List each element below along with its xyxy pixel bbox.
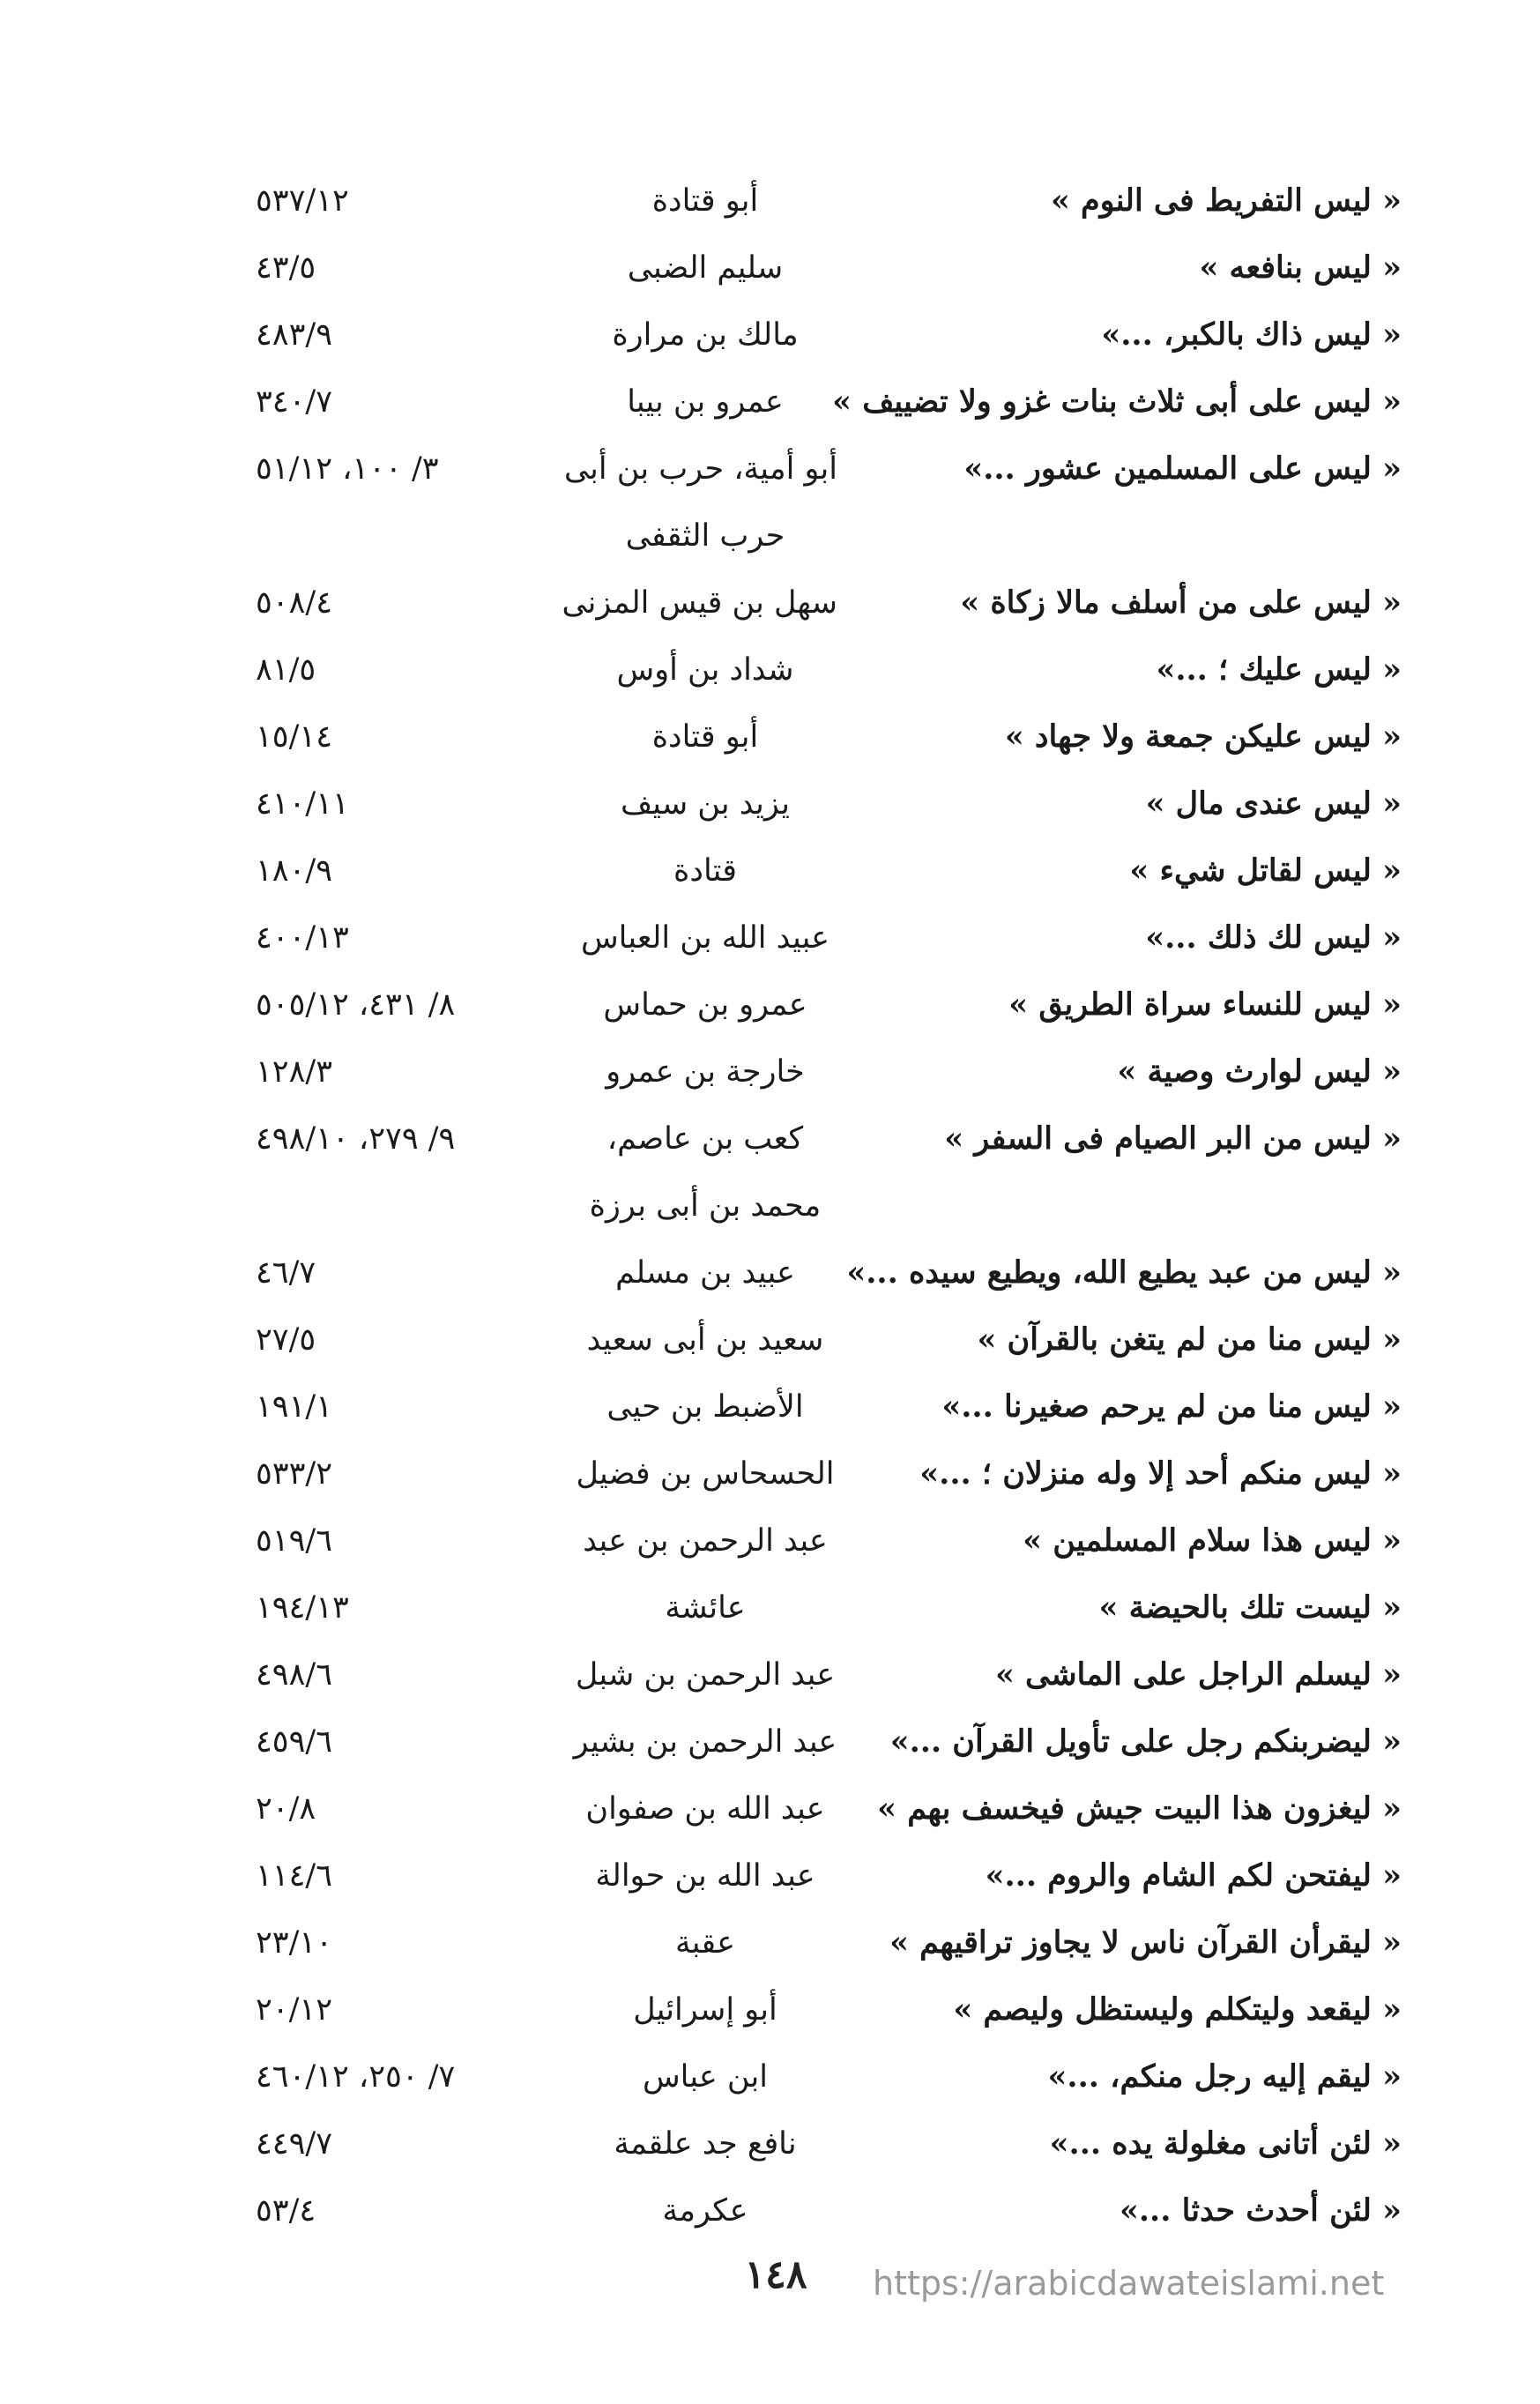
index-row: [256, 703, 1402, 770]
hadith-text: « ليس للنساء سراة الطريق »: [1008, 986, 1402, 1023]
hadith-text: « ليس على المسلمين عشور ...»: [963, 450, 1402, 487]
hadith-text: « ليس منا من لم يرحم صغيرنا ...»: [941, 1388, 1402, 1425]
narrator-name: أبو قتادة: [651, 183, 759, 219]
hadith-text: « ليس على أبى ثلاث بنات غزو ولا تضييف »: [832, 383, 1402, 420]
index-row: [256, 234, 1402, 301]
index-row: [256, 1708, 1402, 1775]
hadith-text: « ليس من عبد يطيع الله، ويطيع سيده ...»: [846, 1254, 1402, 1291]
narrator-name: عبيد الله بن العباس: [580, 920, 830, 956]
narrator-name: مالك بن مرارة: [612, 317, 799, 353]
narrator-name: عائشة: [665, 1590, 746, 1626]
index-row: [256, 569, 1402, 636]
volume-page-ref: ١٩١/١: [256, 1389, 332, 1425]
hadith-text: « ليست تلك بالحيضة »: [1098, 1589, 1402, 1626]
index-row: [256, 1507, 1402, 1574]
index-row: [256, 2177, 1402, 2244]
volume-page-ref: ٨/ ٤٣١، ٥٠٥/١٢: [256, 987, 456, 1023]
volume-page-ref: ٥١٩/٦: [256, 1523, 332, 1559]
index-row: [256, 1909, 1402, 1976]
hadith-text: « ليس بنافعه »: [1199, 249, 1402, 286]
index-row: [256, 1440, 1402, 1507]
narrator-name: يزيد بن سيف: [621, 786, 790, 822]
index-row: [256, 837, 1402, 904]
volume-page-ref: ٥٣٣/٢: [256, 1456, 332, 1492]
volume-page-ref: ٧/ ٢٥٠، ٤٦٠/١٢: [256, 2059, 456, 2095]
volume-page-ref: ٩/ ٢٧٩، ٤٩٨/١٠: [256, 1121, 456, 1157]
narrator-name: عقبة: [675, 1925, 735, 1961]
hadith-text: « ليغزون هذا البيت جيش فيخسف بهم »: [877, 1790, 1402, 1827]
narrator-name: أبو قتادة: [651, 719, 759, 755]
index-row: [256, 502, 1402, 569]
narrator-name: شداد بن أوس: [616, 652, 794, 688]
narrator-name: عبد الرحمن بن شبل: [575, 1657, 836, 1693]
index-row: [256, 435, 1402, 502]
index-row: [256, 368, 1402, 435]
volume-page-ref: ١٩٤/١٣: [256, 1590, 349, 1626]
hadith-text: « ليقرأن القرآن ناس لا يجاوز تراقيهم »: [889, 1924, 1402, 1961]
index-row: [256, 1641, 1402, 1708]
index-row: [256, 1373, 1402, 1440]
index-row: [256, 301, 1402, 368]
hadith-text: « ليس لوارث وصية »: [1117, 1053, 1402, 1090]
volume-page-ref: ٤٥٩/٦: [256, 1724, 332, 1760]
hadith-text: « ليس لك ذلك ...»: [1145, 919, 1402, 956]
narrator-name: عبد الله بن حوالة: [595, 1858, 815, 1894]
hadith-text: « ليس عندى مال »: [1145, 785, 1402, 822]
volume-page-ref: ٤٤٩/٧: [256, 2126, 332, 2162]
index-row: [256, 971, 1402, 1038]
volume-page-ref: ٤٠٠/١٣: [256, 920, 349, 956]
hadith-text: « ليس منا من لم يتغن بالقرآن »: [977, 1321, 1402, 1358]
hadith-text: « ليس التفريط فى النوم »: [1050, 182, 1402, 219]
volume-page-ref: ٢٠/١٢: [256, 1992, 332, 2028]
volume-page-ref: ١٥/١٤: [256, 719, 332, 755]
volume-page-ref: ٥٣/٤: [256, 2193, 316, 2229]
volume-page-ref: ٢٣/١٠: [256, 1925, 332, 1961]
volume-page-ref: ٤٨٣/٩: [256, 317, 332, 353]
index-row: [256, 1306, 1402, 1373]
index-row: [256, 167, 1402, 234]
volume-page-ref: ٥٣٧/١٢: [256, 183, 349, 219]
narrator-name: عبد الرحمن بن بشير: [573, 1724, 837, 1760]
index-row: [256, 1976, 1402, 2043]
narrator-name: أبو إسرائيل: [633, 1992, 777, 2028]
hadith-text: « ليس عليكن جمعة ولا جهاد »: [1004, 718, 1402, 755]
narrator-name: محمد بن أبى برزة: [589, 1188, 822, 1224]
volume-page-ref: ٤١٠/١١: [256, 786, 349, 822]
volume-page-ref: ٣٤٠/٧: [256, 384, 332, 420]
index-row: [256, 1842, 1402, 1909]
narrator-name: عبيد بن مسلم: [615, 1255, 795, 1291]
narrator-name: نافع جد علقمة: [614, 2126, 797, 2162]
narrator-name: سعيد بن أبى سعيد: [586, 1322, 824, 1358]
hadith-text: « ليقم إليه رجل منكم، ...»: [1047, 2058, 1402, 2095]
volume-page-ref: ٥٠٨/٤: [256, 585, 332, 621]
index-row: [256, 2043, 1402, 2110]
narrator-name: خارجة بن عمرو: [606, 1054, 805, 1090]
hadith-text: « ليس من البر الصيام فى السفر »: [944, 1120, 1402, 1157]
volume-page-ref: ٤٩٨/٦: [256, 1657, 332, 1693]
narrator-name: قتادة: [673, 853, 737, 889]
narrator-name: عمرو بن حماس: [603, 987, 807, 1023]
hadith-text: « ليضربنكم رجل على تأويل القرآن ...»: [889, 1723, 1402, 1760]
index-row: [256, 1574, 1402, 1641]
hadith-text: « ليقعد وليتكلم وليستظل وليصم »: [953, 1991, 1402, 2028]
narrator-name: الحسحاس بن فضيل: [576, 1456, 835, 1492]
index-row: [256, 1775, 1402, 1842]
narrator-name: عكرمة: [662, 2193, 748, 2229]
page-number: ١٤٨: [744, 2252, 807, 2297]
narrator-name: كعب بن عاصم،: [606, 1121, 804, 1157]
narrator-name: ابن عباس: [642, 2059, 769, 2095]
narrator-name: سهل بن قيس المزنى: [562, 585, 837, 621]
volume-page-ref: ٤٣/٥: [256, 250, 316, 286]
index-row: [256, 2110, 1402, 2177]
hadith-text: « ليس هذا سلام المسلمين »: [1023, 1522, 1402, 1559]
hadith-text: « ليسلم الراجل على الماشى »: [995, 1656, 1402, 1693]
narrator-name: أبو أمية، حرب بن أبى: [563, 451, 837, 487]
volume-page-ref: ١٨٠/٩: [256, 853, 332, 889]
index-row: [256, 1038, 1402, 1105]
narrator-name: عمرو بن بيبا: [627, 384, 784, 420]
narrator-name: عبد الرحمن بن عبد: [583, 1523, 828, 1559]
hadith-text: « ليس عليك ؛ ...»: [1156, 651, 1402, 688]
index-row: [256, 636, 1402, 703]
narrator-name: الأضبط بن حيى: [606, 1389, 804, 1425]
index-row: [256, 1172, 1402, 1239]
index-row: [256, 1239, 1402, 1306]
narrator-name: سليم الضبى: [627, 250, 784, 286]
index-row: [256, 770, 1402, 837]
narrator-name: حرب الثقفى: [625, 518, 785, 554]
volume-page-ref: ٣/ ١٠٠، ٥١/١٢: [256, 451, 439, 487]
volume-page-ref: ٤٦/٧: [256, 1255, 316, 1291]
hadith-text: « لئن أحدث حدثا ...»: [1119, 2192, 1402, 2229]
volume-page-ref: ٨١/٥: [256, 652, 316, 688]
hadith-text: « ليس لقاتل شيء »: [1129, 852, 1402, 889]
hadith-text: « ليس منكم أحد إلا وله منزلان ؛ ...»: [919, 1455, 1402, 1492]
hadith-text: « لئن أتانى مغلولة يده ...»: [1049, 2125, 1402, 2162]
volume-page-ref: ٢٧/٥: [256, 1322, 316, 1358]
hadith-text: « ليفتحن لكم الشام والروم ...»: [985, 1857, 1402, 1894]
volume-page-ref: ٢٠/٨: [256, 1791, 316, 1827]
hadith-text: « ليس على من أسلف مالا زكاة »: [960, 584, 1402, 621]
volume-page-ref: ١٢٨/٣: [256, 1054, 332, 1090]
hadith-text: « ليس ذاك بالكبر، ...»: [1101, 316, 1402, 353]
hadith-index-table: [256, 167, 1402, 2244]
index-row: [256, 1105, 1402, 1172]
narrator-name: عبد الله بن صفوان: [585, 1791, 825, 1827]
watermark-url: https://arabicdawateislami.net: [873, 2264, 1385, 2303]
volume-page-ref: ١١٤/٦: [256, 1858, 332, 1894]
index-row: [256, 904, 1402, 971]
